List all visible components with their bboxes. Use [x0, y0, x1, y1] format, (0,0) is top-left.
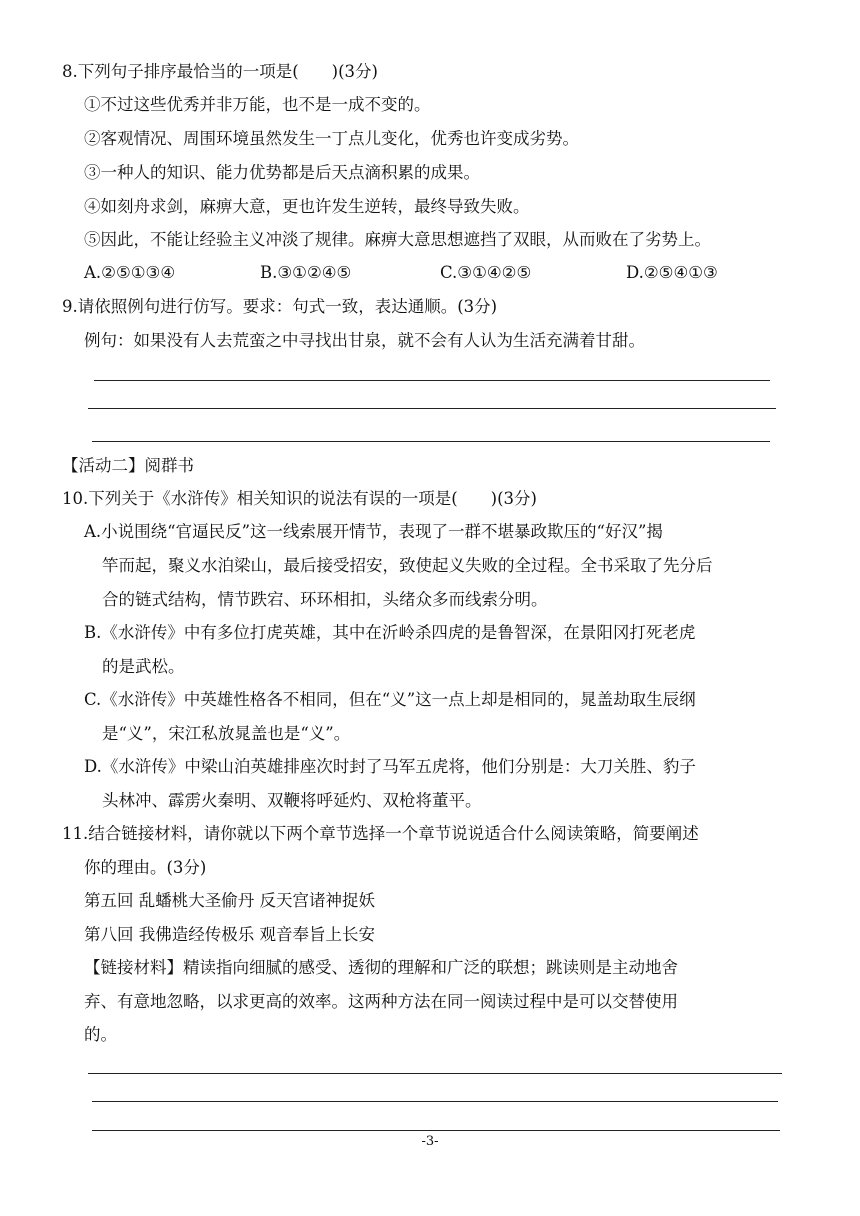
q9-answer-line-2[interactable] [88, 408, 776, 409]
q11-chapter-5: 第五回 乱蟠桃大圣偷丹 反天宫诸神捉妖 [84, 891, 375, 910]
q9-answer-line-3[interactable] [92, 441, 770, 442]
q10-option-b-line-1: B.《水浒传》中有多位打虎英雄，其中在沂岭杀四虎的是鲁智深，在景阳冈打死老虎 [84, 623, 696, 642]
section-heading-activity-2: 【活动二】阅群书 [62, 456, 194, 475]
q8-option-a: A.②⑤①③④ [84, 263, 176, 282]
q8-sentence-1: ①不过这些优秀并非万能，也不是一成不变的。 [84, 95, 431, 114]
q11-answer-line-3[interactable] [92, 1130, 780, 1131]
q11-answer-line-1[interactable] [88, 1073, 782, 1074]
q8-sentence-5: ⑤因此，不能让经验主义冲淡了规律。麻痹大意思想遮挡了双眼，从而败在了劣势上。 [84, 230, 711, 249]
q9-example: 例句：如果没有人去荒蛮之中寻找出甘泉，就不会有人认为生活充满着甘甜。 [84, 331, 645, 350]
q11-link-material-line-1: 【链接材料】精读指向细腻的感受、透彻的理解和广泛的联想；跳读则是主动地舍 [84, 958, 678, 977]
q8-option-d: D.②⑤④①③ [626, 263, 718, 282]
q9-answer-line-1[interactable] [94, 380, 770, 381]
q9-stem: 9.请依照例句进行仿写。要求：句式一致，表达通顺。(3分) [62, 297, 498, 316]
q11-link-material-line-3: 的。 [84, 1025, 117, 1044]
page-number: -3- [421, 1134, 439, 1149]
q8-sentence-4: ④如刻舟求剑，麻痹大意，更也许发生逆转，最终导致失败。 [84, 197, 530, 216]
q8-option-b: B.③①②④⑤ [260, 263, 352, 282]
q8-sentence-3: ③一种人的知识、能力优势都是后天点滴积累的成果。 [84, 163, 480, 182]
q10-option-d-line-1: D.《水浒传》中梁山泊英雄排座次时封了马军五虎将，他们分别是：大刀关胜、豹子 [84, 757, 696, 776]
q8-stem: 8.下列句子排序最恰当的一项是( )(3分) [62, 62, 378, 81]
q8-option-c: C.③①④②⑤ [440, 263, 532, 282]
q10-option-d-line-2: 头林冲、霹雳火秦明、双鞭将呼延灼、双枪将董平。 [102, 791, 482, 810]
q11-stem-line-2: 你的理由。(3分) [84, 858, 207, 877]
q10-option-a-line-1: A.小说围绕“官逼民反”这一线索展开情节，表现了一群不堪暴政欺压的“好汉”揭 [84, 522, 663, 541]
q10-option-b-line-2: 的是武松。 [102, 657, 185, 676]
q10-option-c-line-2: 是“义”，宋江私放晁盖也是“义”。 [102, 724, 351, 743]
q11-answer-line-2[interactable] [92, 1101, 778, 1102]
q11-chapter-8: 第八回 我佛造经传极乐 观音奉旨上长安 [84, 925, 375, 944]
q10-stem: 10.下列关于《水浒传》相关知识的说法有误的一项是( )(3分) [62, 489, 537, 508]
q10-option-c-line-1: C.《水浒传》中英雄性格各不相同，但在“义”这一点上却是相同的，晁盖劫取生辰纲 [84, 690, 696, 709]
q10-option-a-line-3: 合的链式结构，情节跌宕、环环相扣，头绪众多而线索分明。 [102, 590, 548, 609]
q10-option-a-line-2: 竿而起，聚义水泊梁山，最后接受招安，致使起义失败的全过程。全书采取了先分后 [102, 556, 713, 575]
q11-stem-line-1: 11.结合链接材料，请你就以下两个章节选择一个章节说说适合什么阅读策略，简要阐述 [62, 824, 699, 843]
q11-link-material-line-2: 弃、有意地忽略，以求更高的效率。这两种方法在同一阅读过程中是可以交替使用 [84, 992, 678, 1011]
q8-sentence-2: ②客观情况、周围环境虽然发生一丁点儿变化，优秀也许变成劣势。 [84, 129, 579, 148]
